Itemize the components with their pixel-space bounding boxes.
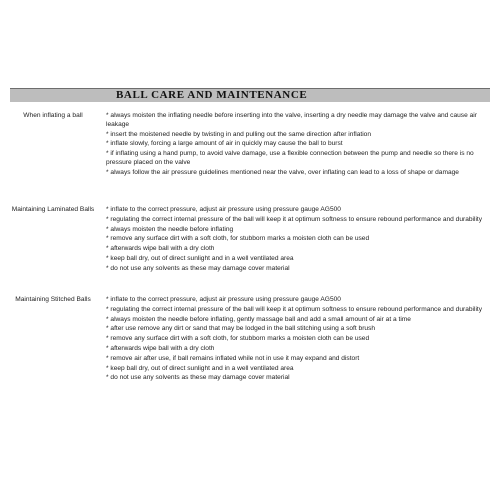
care-list bbox=[106, 206, 492, 275]
list-item: * regulating the correct internal pressure of the ball will keep it at optimum softness to ensure rebound performance and durability bbox=[106, 215, 483, 223]
list-item: * inflate to the correct pressure, adjust air pressure using pressure gauge AG500 bbox=[106, 206, 341, 213]
list-item: * inflate slowly, forcing a large amount of air in quickly may cause the ball to burst bbox=[106, 140, 343, 148]
list-item: * do not use any solvents as these may damage cover material bbox=[106, 374, 290, 382]
list-item: * always moisten the needle before inflating bbox=[106, 225, 234, 233]
list-item: * always moisten the inflating needle before inserting into the valve, inserting a dry needle may damage the valve and cause air leakage bbox=[106, 112, 477, 128]
list-item: * always follow the air pressure guidelines mentioned near the valve, over inflating can lead to a loss of shape or damage bbox=[106, 168, 459, 176]
list-item: * remove air after use, if ball remains inflated while not in use it may expand and distort bbox=[106, 354, 360, 362]
list-item: * after use remove any dirt or sand that may be lodged in the ball stitching using a soft brush bbox=[106, 325, 376, 333]
list-item: * regulating the correct internal pressure of the ball will keep it at optimum softness to ensure rebound performance and durability bbox=[106, 305, 483, 313]
list-item: * remove any surface dirt with a soft cloth, for stubborn marks a moisten cloth can be used bbox=[106, 235, 370, 243]
section-label: When inflating a ball bbox=[23, 112, 83, 119]
care-list bbox=[106, 112, 492, 179]
list-item: * always moisten the needle before inflating, gently massage ball and add a small amount of air at a time bbox=[106, 315, 411, 323]
list-item: * keep ball dry, out of direct sunlight and in a well ventilated area bbox=[106, 364, 294, 372]
list-item: * keep ball dry, out of direct sunlight and in a well ventilated area bbox=[106, 254, 294, 262]
list-item: * if inflating using a hand pump, to avoid valve damage, use a flexible connection between the pump and needle so there is no pressure placed on the valve bbox=[106, 150, 474, 166]
section-label: Maintaining Laminated Balls bbox=[11, 206, 95, 213]
list-item: * inflate to the correct pressure, adjust air pressure using pressure gauge AG500 bbox=[106, 296, 341, 303]
list-item: * afterwards wipe ball with a dry cloth bbox=[106, 245, 215, 253]
list-item: * insert the moistened needle by twisting in and pulling out the same direction after inflation bbox=[106, 130, 372, 138]
care-list bbox=[106, 296, 492, 384]
title-bar bbox=[10, 88, 490, 102]
page-title: BALL CARE AND MAINTENANCE bbox=[116, 89, 308, 101]
section-label: Maintaining Stitched Balls bbox=[15, 296, 91, 303]
list-item: * remove any surface dirt with a soft cloth, for stubborn marks a moisten cloth can be used bbox=[106, 335, 370, 343]
list-item: * do not use any solvents as these may damage cover material bbox=[106, 264, 290, 272]
list-item: * afterwards wipe ball with a dry cloth bbox=[106, 344, 215, 352]
